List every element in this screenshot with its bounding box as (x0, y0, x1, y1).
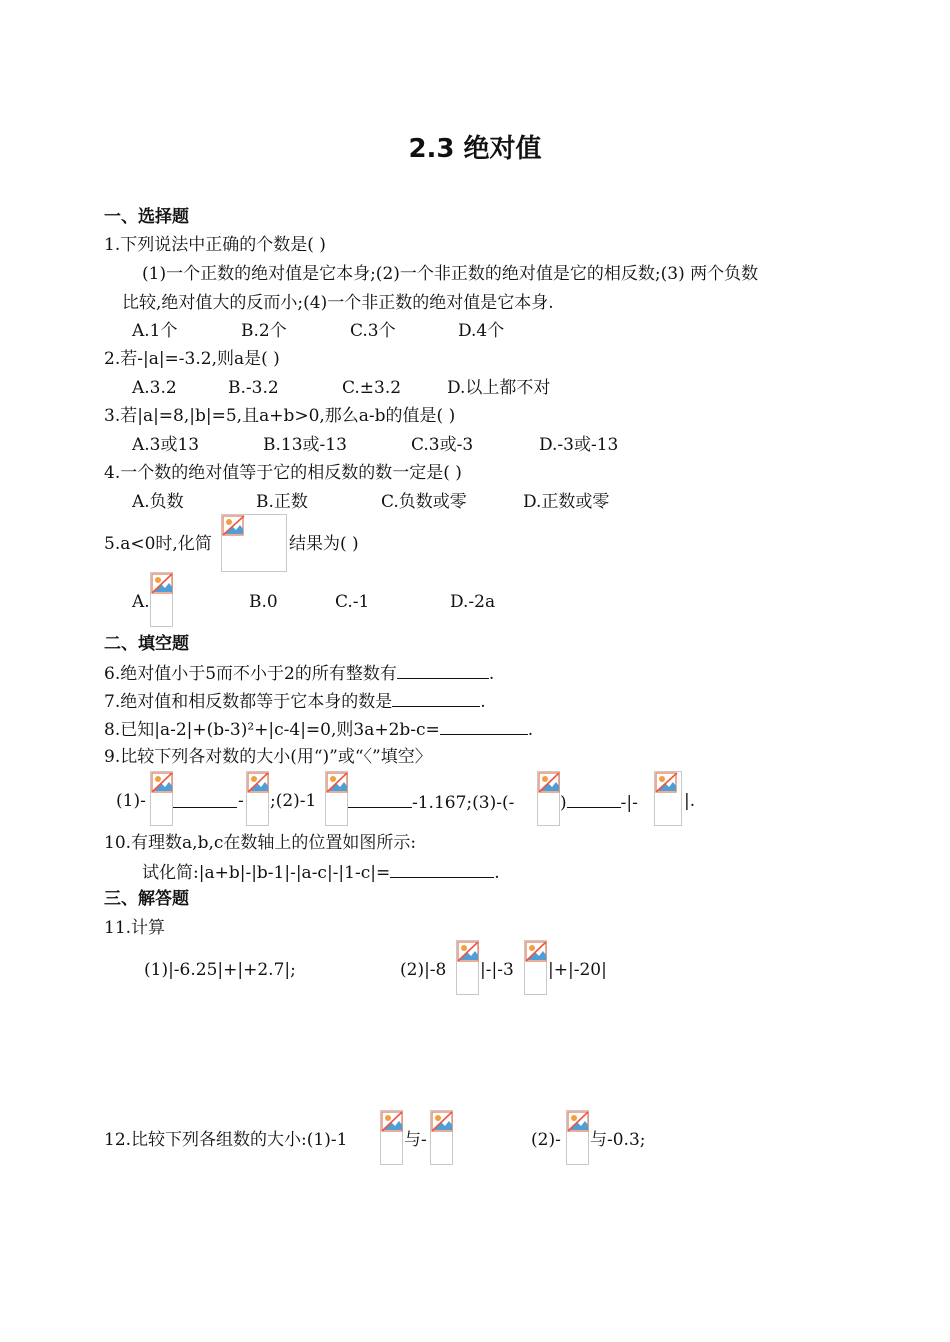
q10-end: . (494, 863, 500, 883)
q3-stem: 3.若|a|=8,|b|=5,且a+b>0,那么a-b的值是( ) (104, 406, 456, 426)
broken-image-icon (150, 771, 173, 826)
q8-text: 8.已知|a-2|+(b-3)²+|c-4|=0,则3a+2b-c= (104, 720, 440, 740)
q2-option-a: A.3.2 (132, 378, 177, 398)
q5-option-c: C.-1 (335, 592, 370, 612)
q4-stem: 4.一个数的绝对值等于它的相反数的数一定是( ) (104, 463, 462, 483)
q12-part2-rest: 与-0.3; (590, 1130, 646, 1150)
q4-option-c: C.负数或零 (381, 492, 467, 512)
q3-option-a: A.3或13 (132, 435, 200, 455)
broken-image-icon (456, 940, 479, 995)
q7-line (104, 688, 486, 714)
q11-stem: 11.计算 (104, 918, 166, 938)
q11-part2-b: |-|-3 (480, 960, 514, 980)
q1-option-a: A.1个 (132, 321, 178, 341)
q4-option-a: A.负数 (132, 492, 184, 512)
q6-text: 6.绝对值小于5而不小于2的所有整数有 (104, 664, 397, 684)
q1-option-c: C.3个 (350, 321, 396, 341)
section-heading-fill: 二、填空题 (104, 634, 189, 654)
answer-blank[interactable] (392, 688, 480, 707)
q1-option-b: B.2个 (241, 321, 287, 341)
q11-part2-a: (2)|-8 (400, 960, 447, 980)
q5-stem-start: 5.a<0时,化简 (104, 534, 212, 554)
q9-paren: ) (560, 793, 567, 813)
q12-part1-mid: 与- (404, 1130, 427, 1150)
broken-image-icon (221, 514, 287, 572)
q11-part2-c: |+|-20| (548, 960, 607, 980)
q5-option-a: A. (132, 592, 150, 612)
q10-expression: 试化简:|a+b|-|b-1|-|a-c|-|1-c|= (142, 863, 391, 883)
q7-end: . (480, 692, 486, 712)
q8-line (104, 716, 533, 742)
answer-blank[interactable] (348, 789, 412, 808)
answer-blank[interactable] (567, 789, 621, 808)
q12-part1-label: 12.比较下列各组数的大小:(1)-1 (104, 1130, 348, 1150)
q6-line (104, 660, 494, 686)
q2-option-b: B.-3.2 (228, 378, 279, 398)
q5-option-d: D.-2a (450, 592, 496, 612)
q2-stem: 2.若-|a|=-3.2,则a是( ) (104, 349, 280, 369)
q12-part2-label: (2)- (531, 1130, 561, 1150)
q9-minus: - (238, 791, 244, 811)
q1-stem: 1.下列说法中正确的个数是( ) (104, 235, 326, 255)
q9-part2-label: ;(2)-1 (270, 791, 317, 811)
q7-text: 7.绝对值和相反数都等于它本身的数是 (104, 692, 393, 712)
broken-image-icon (325, 771, 348, 826)
q9-part3-label: -1.167;(3)-(- (412, 793, 515, 813)
q5-option-b: B.0 (249, 592, 278, 612)
q9-part1-label: (1)- (116, 791, 146, 811)
broken-image-icon (246, 771, 269, 826)
broken-image-icon (654, 771, 682, 826)
section-heading-choice: 一、选择题 (104, 207, 189, 227)
q1-option-d: D.4个 (458, 321, 505, 341)
broken-image-icon (150, 572, 173, 627)
answer-blank[interactable] (397, 660, 489, 679)
q4-option-d: D.正数或零 (523, 492, 610, 512)
q9-blank-1 (173, 789, 237, 815)
q9-stem: 9.比较下列各对数的大小(用“)”或“〈”填空〉 (104, 747, 432, 767)
q1-line1: (1)一个正数的绝对值是它本身;(2)一个非正数的绝对值是它的相反数;(3) 两个负数 (142, 264, 759, 284)
q9-abs-close: |. (684, 791, 696, 811)
broken-image-icon (430, 1110, 453, 1165)
answer-blank[interactable] (173, 789, 237, 808)
q8-end: . (527, 720, 534, 740)
q5-stem-end: 结果为( ) (289, 534, 359, 554)
q2-option-c: C.±3.2 (342, 378, 402, 398)
q11-part1: (1)|-6.25|+|+2.7|; (144, 960, 296, 980)
broken-image-icon (566, 1110, 589, 1165)
section-heading-solve: 三、解答题 (104, 889, 189, 909)
q9-abs-open: -|- (620, 793, 638, 813)
q1-line2: 比较,绝对值大的反而小;(4)一个非正数的绝对值是它本身. (122, 293, 554, 313)
q3-option-b: B.13或-13 (263, 435, 347, 455)
broken-image-icon (537, 771, 560, 826)
broken-image-icon (380, 1110, 403, 1165)
answer-blank[interactable] (390, 859, 494, 878)
q6-end: . (488, 664, 495, 684)
broken-image-icon (524, 940, 547, 995)
answer-blank[interactable] (440, 716, 528, 735)
q2-option-d: D.以上都不对 (447, 378, 551, 398)
q3-option-c: C.3或-3 (411, 435, 474, 455)
q9-part3-rest (560, 789, 638, 815)
q10-line (142, 859, 500, 885)
q10-stem: 10.有理数a,b,c在数轴上的位置如图所示: (104, 833, 417, 853)
page-title: 2.3 绝对值 (408, 134, 542, 164)
q4-option-b: B.正数 (256, 492, 308, 512)
q9-part2-rest (348, 789, 514, 815)
q3-option-d: D.-3或-13 (539, 435, 619, 455)
